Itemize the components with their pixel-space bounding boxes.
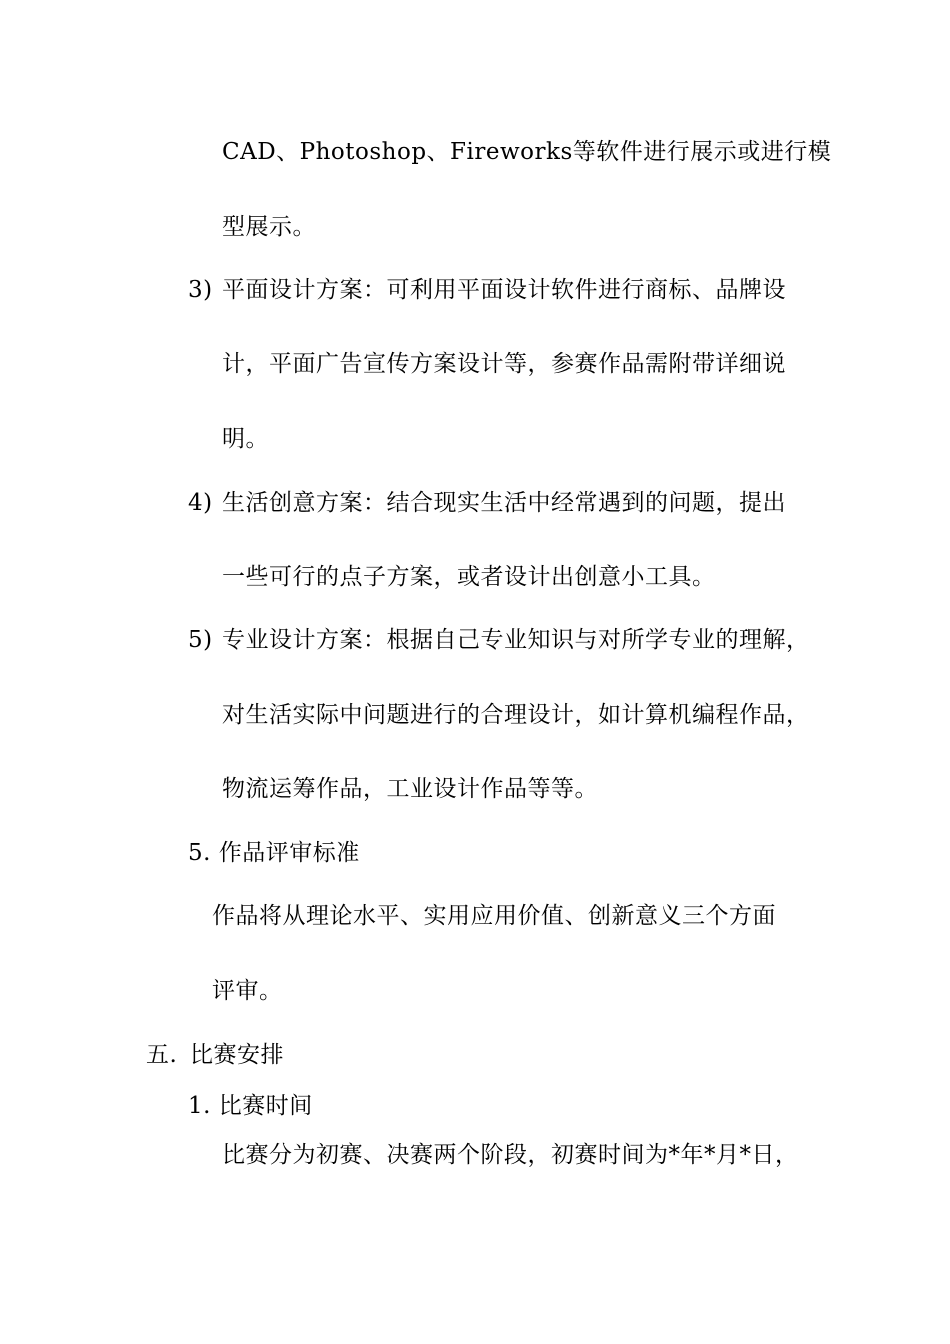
paragraph-line-16: 比赛分为初赛、决赛两个阶段，初赛时间为*年*月*日，	[222, 1142, 799, 1168]
paragraph-line-13: 评审。	[212, 978, 283, 1004]
list-item-3-marker: 3)	[188, 277, 213, 303]
section-heading-review-criteria: 5. 作品评审标准	[188, 840, 360, 866]
list-item-5-marker: 5)	[188, 627, 213, 653]
list-item-3-text: 平面设计方案：可利用平面设计软件进行商标、品牌设	[222, 277, 786, 303]
text-line-9: 对生活实际中问题进行的合理设计，如计算机编程作品，	[222, 702, 810, 728]
text-line-4: 计，平面广告宣传方案设计等，参赛作品需附带详细说	[222, 351, 786, 377]
text-line-2: 型展示。	[222, 214, 316, 240]
section-heading-schedule: 1. 比赛时间	[188, 1093, 313, 1119]
chapter-heading-text: 比赛安排	[190, 1042, 284, 1068]
paragraph-line-12: 作品将从理论水平、实用应用价值、创新意义三个方面	[212, 903, 776, 929]
text-line-10: 物流运筹作品，工业设计作品等等。	[222, 776, 598, 802]
list-item-5-text: 专业设计方案：根据自己专业知识与对所学专业的理解，	[222, 627, 810, 653]
list-item-4-marker: 4)	[188, 490, 213, 516]
text-line-7: 一些可行的点子方案，或者设计出创意小工具。	[222, 564, 716, 590]
text-line-5: 明。	[222, 426, 269, 452]
list-item-4-text: 生活创意方案：结合现实生活中经常遇到的问题，提出	[222, 490, 786, 516]
chapter-heading-marker: 五.	[146, 1042, 178, 1068]
text-line-1: CAD、Photoshop、Fireworks等软件进行展示或进行模	[222, 139, 832, 165]
